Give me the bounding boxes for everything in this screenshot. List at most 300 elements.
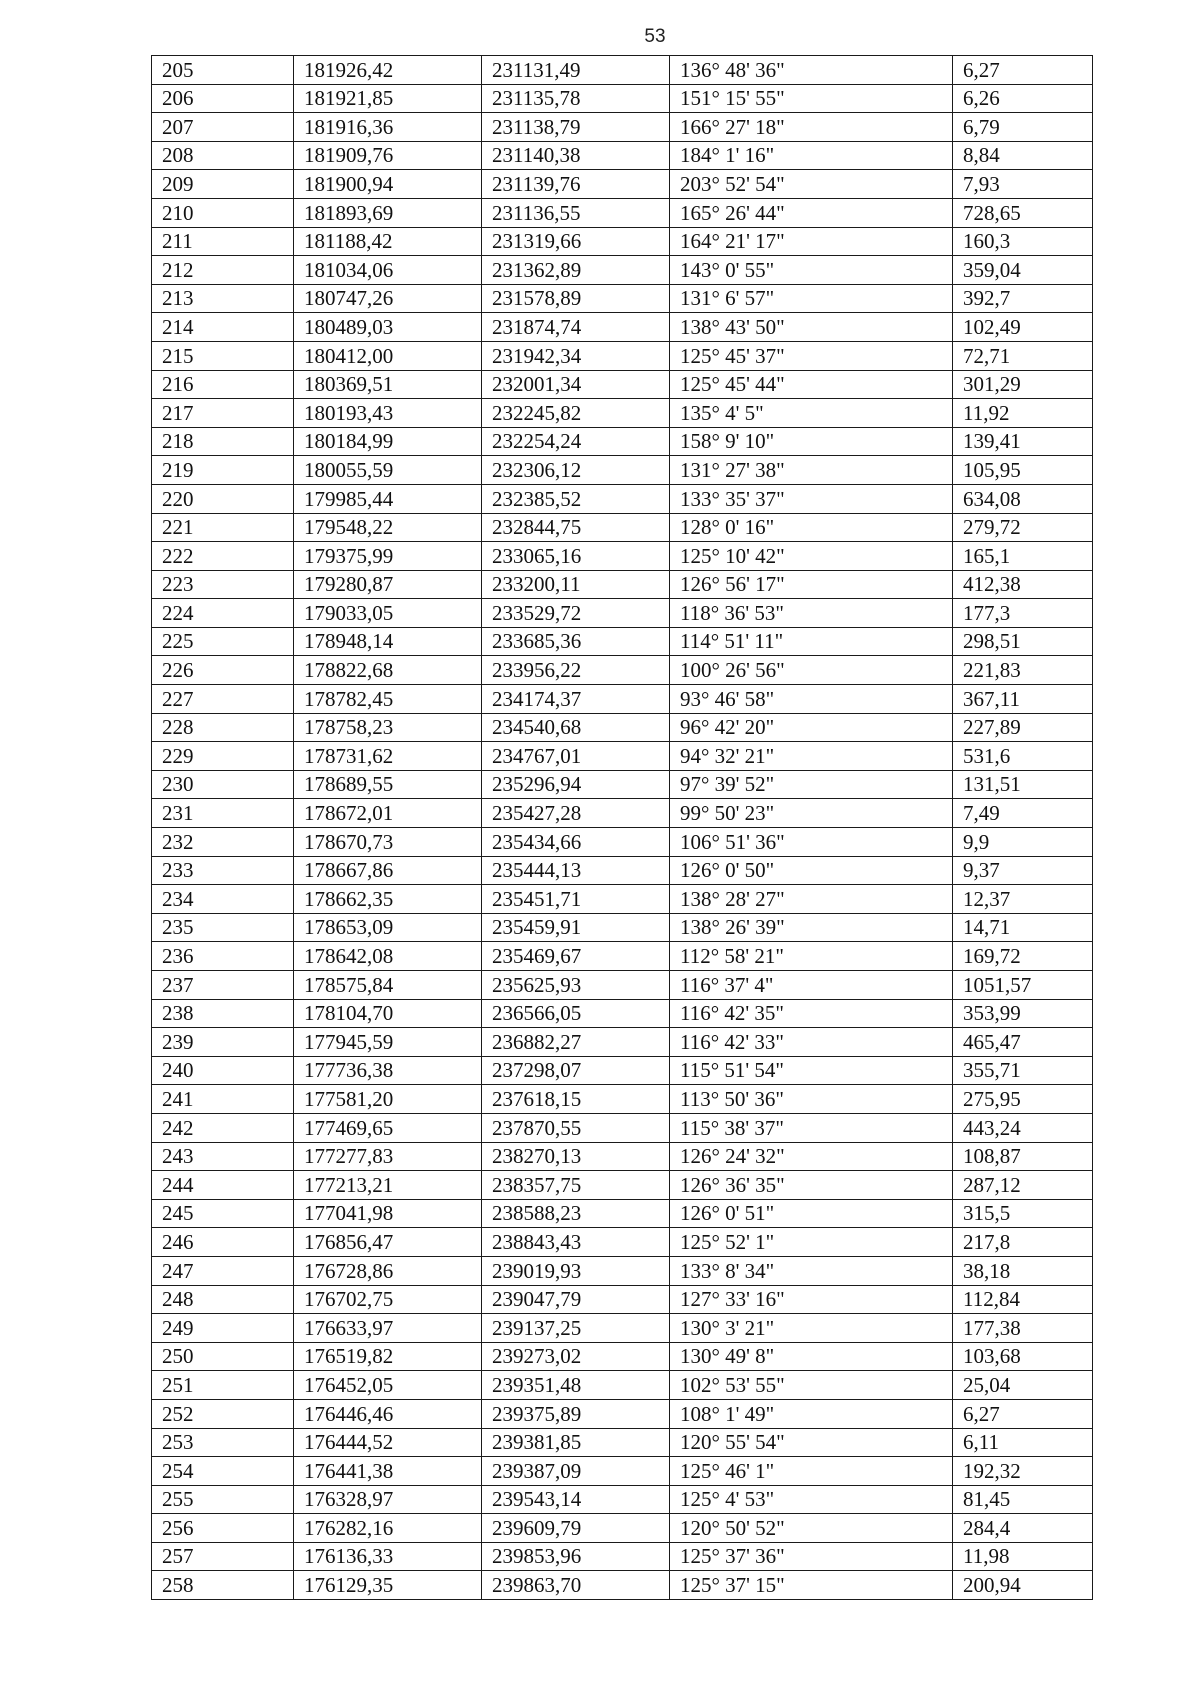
y-coordinate-cell: 234767,01 [482, 742, 670, 771]
table-row [152, 1371, 1093, 1400]
point-number-cell: 249 [152, 1314, 294, 1343]
table-row [152, 513, 1093, 542]
distance-cell: 359,04 [953, 256, 1093, 285]
x-coordinate-cell: 180412,00 [294, 341, 482, 370]
point-number-cell: 207 [152, 113, 294, 142]
direction-angle-cell: 114° 51' 11" [670, 627, 953, 656]
y-coordinate-cell: 232254,24 [482, 427, 670, 456]
x-coordinate-cell: 178948,14 [294, 627, 482, 656]
table-row [152, 456, 1093, 485]
table-row [152, 999, 1093, 1028]
x-coordinate-cell: 176282,16 [294, 1514, 482, 1543]
point-number-cell: 243 [152, 1142, 294, 1171]
table-row [152, 1085, 1093, 1114]
y-coordinate-cell: 231139,76 [482, 170, 670, 199]
y-coordinate-cell: 235427,28 [482, 799, 670, 828]
table-row [152, 256, 1093, 285]
direction-angle-cell: 93° 46' 58" [670, 685, 953, 714]
distance-cell: 6,26 [953, 84, 1093, 113]
table-row [152, 799, 1093, 828]
x-coordinate-cell: 176702,75 [294, 1285, 482, 1314]
x-coordinate-cell: 177277,83 [294, 1142, 482, 1171]
distance-cell: 531,6 [953, 742, 1093, 771]
direction-angle-cell: 128° 0' 16" [670, 513, 953, 542]
x-coordinate-cell: 176136,33 [294, 1542, 482, 1571]
table-row [152, 1314, 1093, 1343]
point-number-cell: 256 [152, 1514, 294, 1543]
y-coordinate-cell: 238588,23 [482, 1199, 670, 1228]
point-number-cell: 255 [152, 1485, 294, 1514]
distance-cell: 160,3 [953, 227, 1093, 256]
table-row [152, 141, 1093, 170]
distance-cell: 728,65 [953, 198, 1093, 227]
table-row [152, 656, 1093, 685]
point-number-cell: 214 [152, 313, 294, 342]
y-coordinate-cell: 233685,36 [482, 627, 670, 656]
x-coordinate-cell: 179280,87 [294, 570, 482, 599]
y-coordinate-cell: 233529,72 [482, 599, 670, 628]
x-coordinate-cell: 176728,86 [294, 1256, 482, 1285]
x-coordinate-cell: 179985,44 [294, 484, 482, 513]
y-coordinate-cell: 236882,27 [482, 1028, 670, 1057]
point-number-cell: 216 [152, 370, 294, 399]
table-row [152, 284, 1093, 313]
distance-cell: 14,71 [953, 913, 1093, 942]
y-coordinate-cell: 232844,75 [482, 513, 670, 542]
y-coordinate-cell: 238843,43 [482, 1228, 670, 1257]
table-row [152, 1171, 1093, 1200]
direction-angle-cell: 126° 0' 51" [670, 1199, 953, 1228]
direction-angle-cell: 120° 50' 52" [670, 1514, 953, 1543]
x-coordinate-cell: 177213,21 [294, 1171, 482, 1200]
x-coordinate-cell: 176446,46 [294, 1399, 482, 1428]
direction-angle-cell: 126° 36' 35" [670, 1171, 953, 1200]
distance-cell: 301,29 [953, 370, 1093, 399]
x-coordinate-cell: 176129,35 [294, 1571, 482, 1600]
table-row [152, 1056, 1093, 1085]
point-number-cell: 234 [152, 885, 294, 914]
distance-cell: 8,84 [953, 141, 1093, 170]
y-coordinate-cell: 231362,89 [482, 256, 670, 285]
x-coordinate-cell: 176328,97 [294, 1485, 482, 1514]
distance-cell: 287,12 [953, 1171, 1093, 1200]
point-number-cell: 247 [152, 1256, 294, 1285]
x-coordinate-cell: 177945,59 [294, 1028, 482, 1057]
distance-cell: 169,72 [953, 942, 1093, 971]
point-number-cell: 221 [152, 513, 294, 542]
distance-cell: 279,72 [953, 513, 1093, 542]
table-row [152, 1514, 1093, 1543]
y-coordinate-cell: 235434,66 [482, 828, 670, 857]
point-number-cell: 242 [152, 1113, 294, 1142]
point-number-cell: 229 [152, 742, 294, 771]
point-number-cell: 254 [152, 1457, 294, 1486]
y-coordinate-cell: 238357,75 [482, 1171, 670, 1200]
direction-angle-cell: 158° 9' 10" [670, 427, 953, 456]
y-coordinate-cell: 239019,93 [482, 1256, 670, 1285]
y-coordinate-cell: 235451,71 [482, 885, 670, 914]
y-coordinate-cell: 232245,82 [482, 399, 670, 428]
table-row [152, 599, 1093, 628]
x-coordinate-cell: 176856,47 [294, 1228, 482, 1257]
direction-angle-cell: 113° 50' 36" [670, 1085, 953, 1114]
y-coordinate-cell: 231135,78 [482, 84, 670, 113]
distance-cell: 367,11 [953, 685, 1093, 714]
direction-angle-cell: 125° 37' 15" [670, 1571, 953, 1600]
direction-angle-cell: 127° 33' 16" [670, 1285, 953, 1314]
y-coordinate-cell: 239381,85 [482, 1428, 670, 1457]
distance-cell: 227,89 [953, 713, 1093, 742]
distance-cell: 412,38 [953, 570, 1093, 599]
direction-angle-cell: 165° 26' 44" [670, 198, 953, 227]
direction-angle-cell: 130° 49' 8" [670, 1342, 953, 1371]
point-number-cell: 231 [152, 799, 294, 828]
point-number-cell: 244 [152, 1171, 294, 1200]
point-number-cell: 236 [152, 942, 294, 971]
table-row [152, 856, 1093, 885]
distance-cell: 634,08 [953, 484, 1093, 513]
y-coordinate-cell: 231131,49 [482, 56, 670, 85]
distance-cell: 217,8 [953, 1228, 1093, 1257]
y-coordinate-cell: 239137,25 [482, 1314, 670, 1343]
distance-cell: 221,83 [953, 656, 1093, 685]
direction-angle-cell: 97° 39' 52" [670, 770, 953, 799]
direction-angle-cell: 100° 26' 56" [670, 656, 953, 685]
point-number-cell: 227 [152, 685, 294, 714]
direction-angle-cell: 106° 51' 36" [670, 828, 953, 857]
y-coordinate-cell: 231140,38 [482, 141, 670, 170]
y-coordinate-cell: 232001,34 [482, 370, 670, 399]
distance-cell: 200,94 [953, 1571, 1093, 1600]
direction-angle-cell: 116° 42' 33" [670, 1028, 953, 1057]
point-number-cell: 218 [152, 427, 294, 456]
y-coordinate-cell: 237618,15 [482, 1085, 670, 1114]
coordinates-table [151, 55, 1093, 1600]
x-coordinate-cell: 178672,01 [294, 799, 482, 828]
y-coordinate-cell: 239543,14 [482, 1485, 670, 1514]
x-coordinate-cell: 178670,73 [294, 828, 482, 857]
distance-cell: 11,92 [953, 399, 1093, 428]
y-coordinate-cell: 233956,22 [482, 656, 670, 685]
direction-angle-cell: 120° 55' 54" [670, 1428, 953, 1457]
table-row [152, 685, 1093, 714]
x-coordinate-cell: 180184,99 [294, 427, 482, 456]
direction-angle-cell: 118° 36' 53" [670, 599, 953, 628]
point-number-cell: 246 [152, 1228, 294, 1257]
table-row [152, 227, 1093, 256]
distance-cell: 284,4 [953, 1514, 1093, 1543]
distance-cell: 72,71 [953, 341, 1093, 370]
point-number-cell: 217 [152, 399, 294, 428]
x-coordinate-cell: 180369,51 [294, 370, 482, 399]
table-row [152, 1028, 1093, 1057]
direction-angle-cell: 164° 21' 17" [670, 227, 953, 256]
x-coordinate-cell: 181921,85 [294, 84, 482, 113]
table-row [152, 198, 1093, 227]
point-number-cell: 224 [152, 599, 294, 628]
distance-cell: 7,93 [953, 170, 1093, 199]
table-row [152, 942, 1093, 971]
x-coordinate-cell: 180193,43 [294, 399, 482, 428]
point-number-cell: 239 [152, 1028, 294, 1057]
y-coordinate-cell: 239351,48 [482, 1371, 670, 1400]
y-coordinate-cell: 236566,05 [482, 999, 670, 1028]
direction-angle-cell: 116° 37' 4" [670, 971, 953, 1000]
distance-cell: 177,3 [953, 599, 1093, 628]
x-coordinate-cell: 177041,98 [294, 1199, 482, 1228]
x-coordinate-cell: 179375,99 [294, 542, 482, 571]
direction-angle-cell: 102° 53' 55" [670, 1371, 953, 1400]
distance-cell: 1051,57 [953, 971, 1093, 1000]
table-row [152, 1142, 1093, 1171]
table-row [152, 1342, 1093, 1371]
distance-cell: 275,95 [953, 1085, 1093, 1114]
y-coordinate-cell: 232385,52 [482, 484, 670, 513]
table-row [152, 84, 1093, 113]
table-row [152, 1399, 1093, 1428]
x-coordinate-cell: 179548,22 [294, 513, 482, 542]
distance-cell: 81,45 [953, 1485, 1093, 1514]
direction-angle-cell: 126° 56' 17" [670, 570, 953, 599]
x-coordinate-cell: 180747,26 [294, 284, 482, 313]
x-coordinate-cell: 178104,70 [294, 999, 482, 1028]
point-number-cell: 222 [152, 542, 294, 571]
point-number-cell: 240 [152, 1056, 294, 1085]
table-row [152, 770, 1093, 799]
distance-cell: 165,1 [953, 542, 1093, 571]
x-coordinate-cell: 181893,69 [294, 198, 482, 227]
distance-cell: 392,7 [953, 284, 1093, 313]
point-number-cell: 257 [152, 1542, 294, 1571]
distance-cell: 6,27 [953, 1399, 1093, 1428]
direction-angle-cell: 143° 0' 55" [670, 256, 953, 285]
direction-angle-cell: 115° 38' 37" [670, 1113, 953, 1142]
point-number-cell: 205 [152, 56, 294, 85]
y-coordinate-cell: 239047,79 [482, 1285, 670, 1314]
table-row [152, 885, 1093, 914]
y-coordinate-cell: 235625,93 [482, 971, 670, 1000]
y-coordinate-cell: 234540,68 [482, 713, 670, 742]
y-coordinate-cell: 238270,13 [482, 1142, 670, 1171]
distance-cell: 139,41 [953, 427, 1093, 456]
direction-angle-cell: 166° 27' 18" [670, 113, 953, 142]
distance-cell: 12,37 [953, 885, 1093, 914]
distance-cell: 11,98 [953, 1542, 1093, 1571]
y-coordinate-cell: 237298,07 [482, 1056, 670, 1085]
point-number-cell: 209 [152, 170, 294, 199]
y-coordinate-cell: 235459,91 [482, 913, 670, 942]
direction-angle-cell: 131° 27' 38" [670, 456, 953, 485]
y-coordinate-cell: 235469,67 [482, 942, 670, 971]
point-number-cell: 252 [152, 1399, 294, 1428]
y-coordinate-cell: 235296,94 [482, 770, 670, 799]
y-coordinate-cell: 231136,55 [482, 198, 670, 227]
point-number-cell: 241 [152, 1085, 294, 1114]
point-number-cell: 238 [152, 999, 294, 1028]
table-row [152, 170, 1093, 199]
table-row [152, 713, 1093, 742]
point-number-cell: 213 [152, 284, 294, 313]
x-coordinate-cell: 181900,94 [294, 170, 482, 199]
x-coordinate-cell: 181926,42 [294, 56, 482, 85]
table-row [152, 1113, 1093, 1142]
x-coordinate-cell: 181188,42 [294, 227, 482, 256]
x-coordinate-cell: 178758,23 [294, 713, 482, 742]
distance-cell: 105,95 [953, 456, 1093, 485]
distance-cell: 353,99 [953, 999, 1093, 1028]
table-row [152, 570, 1093, 599]
table-row [152, 1285, 1093, 1314]
table-row [152, 427, 1093, 456]
y-coordinate-cell: 239863,70 [482, 1571, 670, 1600]
table-row [152, 1256, 1093, 1285]
y-coordinate-cell: 239609,79 [482, 1514, 670, 1543]
table-row [152, 1542, 1093, 1571]
direction-angle-cell: 184° 1' 16" [670, 141, 953, 170]
direction-angle-cell: 108° 1' 49" [670, 1399, 953, 1428]
direction-angle-cell: 112° 58' 21" [670, 942, 953, 971]
direction-angle-cell: 126° 24' 32" [670, 1142, 953, 1171]
point-number-cell: 208 [152, 141, 294, 170]
x-coordinate-cell: 178642,08 [294, 942, 482, 971]
distance-cell: 25,04 [953, 1371, 1093, 1400]
direction-angle-cell: 138° 43' 50" [670, 313, 953, 342]
y-coordinate-cell: 239375,89 [482, 1399, 670, 1428]
point-number-cell: 251 [152, 1371, 294, 1400]
point-number-cell: 248 [152, 1285, 294, 1314]
table-row [152, 1457, 1093, 1486]
point-number-cell: 250 [152, 1342, 294, 1371]
direction-angle-cell: 125° 45' 37" [670, 341, 953, 370]
distance-cell: 6,11 [953, 1428, 1093, 1457]
x-coordinate-cell: 178653,09 [294, 913, 482, 942]
table-row [152, 1199, 1093, 1228]
distance-cell: 103,68 [953, 1342, 1093, 1371]
x-coordinate-cell: 177469,65 [294, 1113, 482, 1142]
page-number: 53 [644, 26, 666, 47]
x-coordinate-cell: 180489,03 [294, 313, 482, 342]
table-row [152, 1571, 1093, 1600]
distance-cell: 192,32 [953, 1457, 1093, 1486]
x-coordinate-cell: 178731,62 [294, 742, 482, 771]
distance-cell: 465,47 [953, 1028, 1093, 1057]
table-row [152, 1228, 1093, 1257]
distance-cell: 108,87 [953, 1142, 1093, 1171]
table-row [152, 1428, 1093, 1457]
point-number-cell: 206 [152, 84, 294, 113]
point-number-cell: 210 [152, 198, 294, 227]
table-row [152, 1485, 1093, 1514]
point-number-cell: 245 [152, 1199, 294, 1228]
direction-angle-cell: 138° 26' 39" [670, 913, 953, 942]
distance-cell: 102,49 [953, 313, 1093, 342]
distance-cell: 315,5 [953, 1199, 1093, 1228]
y-coordinate-cell: 237870,55 [482, 1113, 670, 1142]
distance-cell: 6,27 [953, 56, 1093, 85]
direction-angle-cell: 151° 15' 55" [670, 84, 953, 113]
point-number-cell: 212 [152, 256, 294, 285]
y-coordinate-cell: 234174,37 [482, 685, 670, 714]
distance-cell: 131,51 [953, 770, 1093, 799]
y-coordinate-cell: 233200,11 [482, 570, 670, 599]
point-number-cell: 258 [152, 1571, 294, 1600]
distance-cell: 38,18 [953, 1256, 1093, 1285]
distance-cell: 443,24 [953, 1113, 1093, 1142]
direction-angle-cell: 131° 6' 57" [670, 284, 953, 313]
direction-angle-cell: 130° 3' 21" [670, 1314, 953, 1343]
y-coordinate-cell: 231138,79 [482, 113, 670, 142]
table-row [152, 484, 1093, 513]
y-coordinate-cell: 235444,13 [482, 856, 670, 885]
x-coordinate-cell: 180055,59 [294, 456, 482, 485]
direction-angle-cell: 138° 28' 27" [670, 885, 953, 914]
distance-cell: 9,9 [953, 828, 1093, 857]
table-row [152, 971, 1093, 1000]
x-coordinate-cell: 176452,05 [294, 1371, 482, 1400]
x-coordinate-cell: 178667,86 [294, 856, 482, 885]
direction-angle-cell: 115° 51' 54" [670, 1056, 953, 1085]
point-number-cell: 226 [152, 656, 294, 685]
distance-cell: 298,51 [953, 627, 1093, 656]
direction-angle-cell: 135° 4' 5" [670, 399, 953, 428]
point-number-cell: 223 [152, 570, 294, 599]
point-number-cell: 215 [152, 341, 294, 370]
x-coordinate-cell: 178782,45 [294, 685, 482, 714]
distance-cell: 355,71 [953, 1056, 1093, 1085]
y-coordinate-cell: 231319,66 [482, 227, 670, 256]
y-coordinate-cell: 233065,16 [482, 542, 670, 571]
distance-cell: 177,38 [953, 1314, 1093, 1343]
point-number-cell: 232 [152, 828, 294, 857]
direction-angle-cell: 96° 42' 20" [670, 713, 953, 742]
direction-angle-cell: 125° 46' 1" [670, 1457, 953, 1486]
y-coordinate-cell: 231578,89 [482, 284, 670, 313]
distance-cell: 112,84 [953, 1285, 1093, 1314]
x-coordinate-cell: 177736,38 [294, 1056, 482, 1085]
distance-cell: 9,37 [953, 856, 1093, 885]
x-coordinate-cell: 181916,36 [294, 113, 482, 142]
direction-angle-cell: 94° 32' 21" [670, 742, 953, 771]
y-coordinate-cell: 239853,96 [482, 1542, 670, 1571]
y-coordinate-cell: 239273,02 [482, 1342, 670, 1371]
table-row [152, 313, 1093, 342]
table-row [152, 113, 1093, 142]
table-row [152, 370, 1093, 399]
point-number-cell: 225 [152, 627, 294, 656]
direction-angle-cell: 126° 0' 50" [670, 856, 953, 885]
table-row [152, 542, 1093, 571]
table-row [152, 627, 1093, 656]
x-coordinate-cell: 176519,82 [294, 1342, 482, 1371]
y-coordinate-cell: 231874,74 [482, 313, 670, 342]
x-coordinate-cell: 176444,52 [294, 1428, 482, 1457]
direction-angle-cell: 116° 42' 35" [670, 999, 953, 1028]
x-coordinate-cell: 179033,05 [294, 599, 482, 628]
y-coordinate-cell: 232306,12 [482, 456, 670, 485]
point-number-cell: 235 [152, 913, 294, 942]
direction-angle-cell: 125° 37' 36" [670, 1542, 953, 1571]
direction-angle-cell: 125° 45' 44" [670, 370, 953, 399]
point-number-cell: 237 [152, 971, 294, 1000]
point-number-cell: 228 [152, 713, 294, 742]
direction-angle-cell: 133° 35' 37" [670, 484, 953, 513]
x-coordinate-cell: 176441,38 [294, 1457, 482, 1486]
x-coordinate-cell: 181034,06 [294, 256, 482, 285]
direction-angle-cell: 99° 50' 23" [670, 799, 953, 828]
x-coordinate-cell: 178575,84 [294, 971, 482, 1000]
x-coordinate-cell: 178822,68 [294, 656, 482, 685]
point-number-cell: 219 [152, 456, 294, 485]
